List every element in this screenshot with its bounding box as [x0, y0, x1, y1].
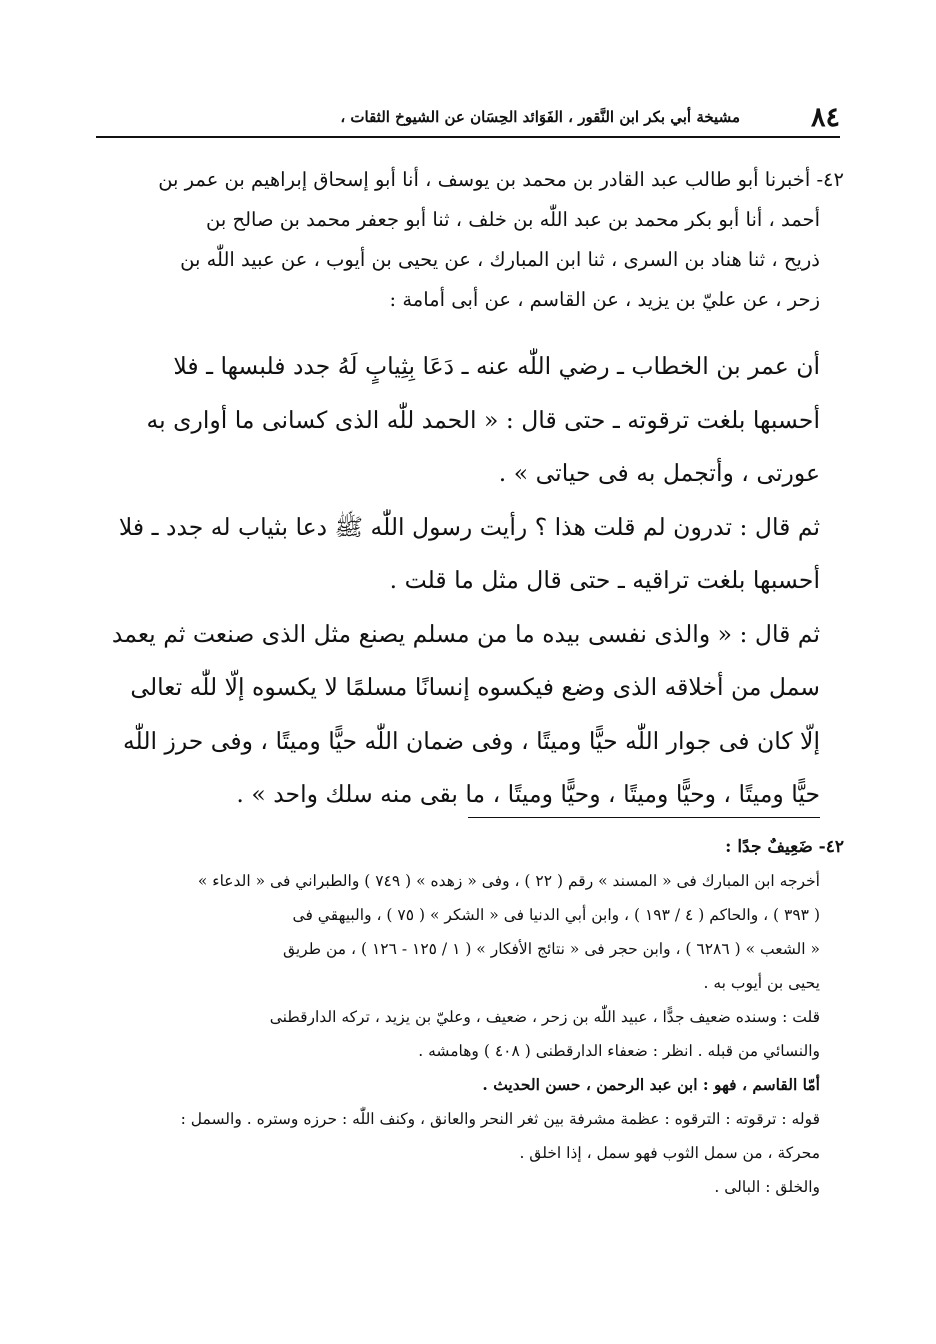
note-line: أمّا القاسم ، فهو : ابن عبد الرحمن ، حسن الحديث .	[482, 1075, 820, 1094]
note-line: « الشعب » ( ٦٢٨٦ ) ، وابن حجر فى « نتائج الأفكار » ( ١ / ١٢٥ - ١٢٦ ) ، من طريق	[282, 940, 820, 958]
footnotes	[96, 830, 844, 1204]
isnad-line: أحمد ، أنا أبو بكر محمد بن عبد اللّٰه بن خلف ، ثنا أبو جعفر محمد بن صالح بن	[206, 208, 820, 231]
note-line: محركة ، من سمل الثوب فهو سمل ، إذا اخلق .	[519, 1144, 820, 1162]
footnote-rule	[468, 817, 820, 818]
isnad-line: ٤٢- أخبرنا أبو طالب عبد القادر بن محمد بن يوسف ، أنا أبو إسحاق إبراهيم بن عمر بن	[158, 168, 844, 191]
matn-line: إلّا كان فى جوار اللّٰه حيًّا وميتًا ، وفى ضمان اللّٰه حيًّا وميتًا ، وفى حرز اللّٰه	[122, 726, 820, 755]
matn-line: أن عمر بن الخطاب ـ رضي اللّٰه عنه ـ دَعَا بِثِيابٍ لَهُ جدد فلبسها ـ فلا	[173, 352, 820, 380]
note-line: والخلق : البالى .	[714, 1178, 820, 1196]
matn-line: أحسبها بلغت ترقوته ـ حتى قال : « الحمد للّٰه الذى كسانى ما أوارى به	[146, 405, 820, 434]
page-number: ٨٤	[810, 102, 840, 133]
note-line: ( ٣٩٣ ) ، والحاكم ( ٤ / ١٩٣ ) ، وابن أبي الدنيا فى « الشكر » ( ٧٥ ) ، والبيهقي فى	[292, 906, 820, 924]
isnad-line: ذريح ، ثنا هناد بن السرى ، ثنا ابن المبارك ، عن يحيى بن أيوب ، عن عبيد اللّٰه بن	[180, 248, 820, 271]
header-rule	[96, 136, 840, 138]
note-line: يحيى بن أيوب به .	[703, 974, 820, 992]
matn-line: ثم قال : تدرون لم قلت هذا ؟ رأيت رسول اللّٰه ﷺ دعا بثياب له جدد ـ فلا	[118, 512, 820, 541]
note-line: والنسائي من قبله . انظر : ضعفاء الدارقطنى ( ٤٠٨ ) وهامشه .	[418, 1042, 820, 1060]
running-title: مشيخة أبي بكر ابن النَّقور ، الفَوَائد الحِسَان عن الشيوخ الثقات ،	[340, 108, 740, 126]
matn-line: حيًّا وميتًا ، وحيًّا وميتًا ، وحيًّا وميتًا ، ما بقى منه سلك واحد » .	[236, 780, 820, 808]
isnad-line: زحر ، عن عليّ بن يزيد ، عن القاسم ، عن أبى أمامة :	[389, 288, 820, 311]
page-header	[96, 100, 840, 136]
hadith-isnad	[96, 160, 844, 320]
note-line: قوله : ترقوته : الترقوه : عظمة مشرفة بين ثغر النحر والعانق ، وكنف اللّٰه : حرزه وستره . والسمل :	[180, 1110, 820, 1128]
matn-line: ثم قال : « والذى نفسى بيده ما من مسلم يصنع مثل الذى صنعت ثم يعمد	[111, 619, 820, 648]
matn-line: سمل من أخلاقه الذى وضع فيكسوه إنسانًا مسلمًا لا يكسوه إلّا للّٰه تعالى	[130, 673, 820, 701]
note-line: قلت : وسنده ضعيف جدًّا ، عبيد اللّٰه بن زحر ، ضعيف ، وعليّ بن يزيد ، تركه الدارقطنى	[269, 1008, 820, 1026]
note-line: أخرجه ابن المبارك فى « المسند » رقم ( ٢٢ ) ، وفى « زهده » ( ٧٤٩ ) والطبراني فى « الدعاء »	[197, 872, 820, 890]
hadith-text	[96, 340, 820, 822]
hadith-grade: ٤٢- ضَعِيفٌ جدًا :	[725, 837, 844, 857]
matn-line: أحسبها بلغت تراقيه ـ حتى قال مثل ما قلت .	[389, 566, 820, 594]
matn-line: عورتى ، وأتجمل به فى حياتى » .	[498, 459, 820, 487]
